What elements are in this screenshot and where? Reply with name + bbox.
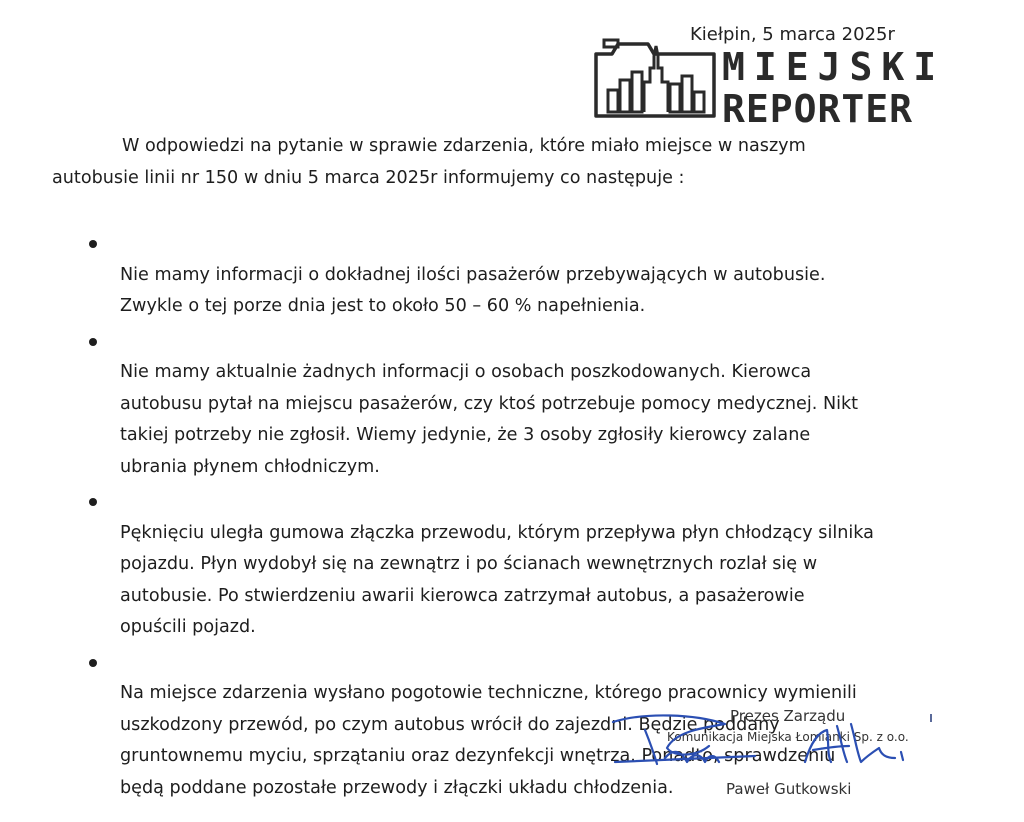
ink-speck: [930, 714, 932, 722]
bullet-icon: [89, 659, 97, 667]
bullet-icon: [89, 338, 97, 346]
miejski-reporter-logo: [590, 32, 990, 131]
list-item: [120, 228, 920, 323]
camera-city-skyline-icon: [590, 32, 730, 122]
bullet-icon: [89, 498, 97, 506]
list-item: [120, 326, 920, 484]
intro-line1: W odpowiedzi na pytanie w sprawie zdarzenia, które miało miejsce w naszym: [122, 136, 806, 156]
bullet-icon: [89, 240, 97, 248]
signatory-name: Paweł Gutkowski: [726, 780, 852, 798]
logo-wordmark: [722, 45, 946, 131]
signature-block: [605, 702, 945, 812]
date-line: Kiełpin, 5 marca 2025r: [690, 24, 895, 45]
list-item-text: Pęknięciu uległa gumowa złączka przewodu, którym przepływa płyn chłodzący silnika pojazdu. Płyn wydobył się na zewnątrz i po ścianach wewnętrznych rozlał się w autobusie. Po stwierdzeniu awarii kierowca zatrzymał autobus, a pasażerowie opuścili pojazd.: [120, 522, 874, 637]
list-item-text: Nie mamy informacji o dokładnej ilości pasażerów przebywających w autobusie. Zwykle o tej porze dnia jest to około 50 – 60 % napełnienia.: [120, 264, 826, 316]
handwritten-signature: [605, 702, 945, 782]
list-item: [120, 486, 920, 644]
logo-line1: MIEJSKI: [722, 45, 946, 89]
intro-line2: autobusie linii nr 150 w dniu 5 marca 2025r informujemy co następuje :: [52, 168, 685, 188]
signatory-role: Prezes Zarządu: [730, 707, 846, 725]
list-item-text: Nie mamy aktualnie żadnych informacji o osobach poszkodowanych. Kierowca autobusu pytał na miejscu pasażerów, czy ktoś potrzebuje pomocy medycznej. Nikt takiej potrzeby nie zgłosił. Wiemy jedynie, że 3 osoby zgłosiły kierowcy zalane ubrania płynem chłodniczym.: [120, 362, 859, 477]
logo-line2: REPORTER: [722, 87, 914, 131]
list-item-text: Na miejsce zdarzenia wysłano pogotowie techniczne, którego pracownicy wymienili uszkodzony przewód, po czym autobus wrócił do zajezdni. Będzie poddany gruntownemu myciu, sprzątaniu oraz dezynfekcji wnętrza. Ponadto, sprawdzeniu będą poddane pozostałe przewody i złączki układu chłodzenia.: [120, 683, 857, 798]
intro-paragraph: [52, 130, 852, 194]
company-stamp: Komunikacja Miejska Łomianki Sp. z o.o.: [667, 730, 909, 744]
